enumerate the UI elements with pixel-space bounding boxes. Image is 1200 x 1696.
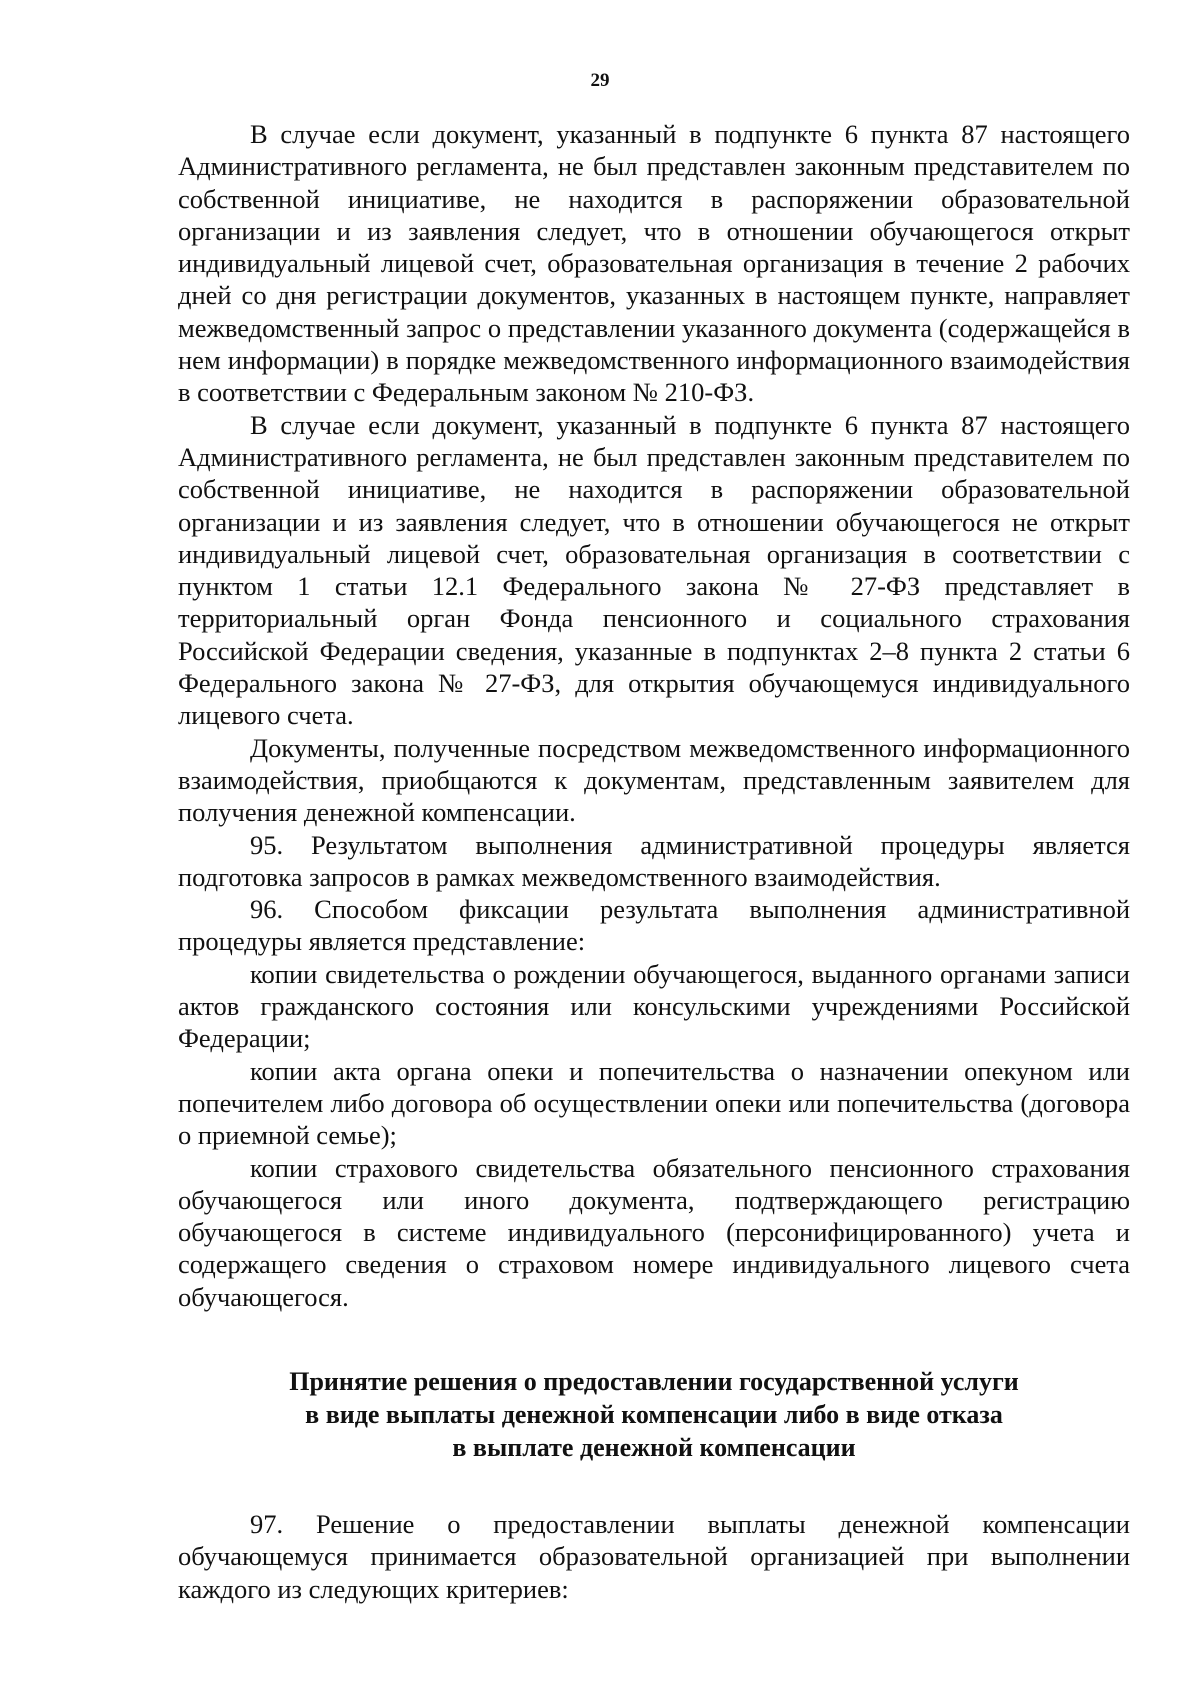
page-content [178, 118, 1130, 1605]
paragraph-95: 95. Результатом выполнения административной процедуры является подготовка запросов в рамках межведомственного взаимодействия. [178, 829, 1130, 892]
paragraph-documents-attached: Документы, полученные посредством межведомственного информационного взаимодействия, приобщаются к документам, представленным заявителем для получения денежной компенсации. [178, 732, 1130, 828]
section-heading [178, 1365, 1130, 1464]
paragraph-97: 97. Решение о предоставлении выплаты денежной компенсации обучающемуся принимается образовательной организацией при выполнении каждого из следующих критериев: [178, 1508, 1130, 1604]
paragraph-guardianship-act: копии акта органа опеки и попечительства о назначении опекуном или попечителем либо договора об осуществлении опеки или попечительства (договора о приемной семье); [178, 1055, 1130, 1151]
paragraph-birth-certificate: копии свидетельства о рождении обучающегося, выданного органами записи актов гражданского состояния или консульскими учреждениями Российской Федерации; [178, 958, 1130, 1054]
paragraph-individual-account-not-open: В случае если документ, указанный в подпункте 6 пункта 87 настоящего Административного регламента, не был представлен законным представителем по собственной инициативе, не находится в распоряжении образовательной организации и из заявления следует, что в отношении обучающегося не открыт индивидуальный лицевой счет, образовательная организация в соответствии с пунктом 1 статьи 12.1 Федерального закона № 27-ФЗ представляет в территориальный орган Фонда пенсионного и социального страхования Российской Федерации сведения, указанные в подпунктах 2–8 пункта 2 статьи 6 Федерального закона № 27-ФЗ, для открытия обучающемуся индивидуального лицевого счета. [178, 409, 1130, 731]
page-number: 29 [590, 70, 610, 91]
paragraph-insurance-certificate: копии страхового свидетельства обязательного пенсионного страхования обучающегося или иного документа, подтверждающего регистрацию обучающегося в системе индивидуального (персонифицированного) учета и содержащего сведения о страховом номере индивидуального лицевого счета обучающегося. [178, 1152, 1130, 1312]
paragraph-96: 96. Способом фиксации результата выполнения административной процедуры является представление: [178, 894, 1130, 957]
section-heading-line-2: в виде выплаты денежной компенсации либо в виде отказа [305, 1399, 1003, 1429]
section-heading-line-1: Принятие решения о предоставлении государственной услуги [289, 1366, 1019, 1396]
paragraph-individual-account-open: В случае если документ, указанный в подпункте 6 пункта 87 настоящего Административного регламента, не был представлен законным представителем по собственной инициативе, не находится в распоряжении образовательной организации и из заявления следует, что в отношении обучающегося открыт индивидуальный лицевой счет, образовательная организация в течение 2 рабочих дней со дня регистрации документов, указанных в настоящем пункте, направляет межведомственный запрос о представлении указанного документа (содержащейся в нем информации) в порядке межведомственного информационного взаимодействия в соответствии с Федеральным законом № 210-ФЗ. [178, 119, 1130, 408]
section-heading-line-3: в выплате денежной компенсации [452, 1432, 856, 1462]
